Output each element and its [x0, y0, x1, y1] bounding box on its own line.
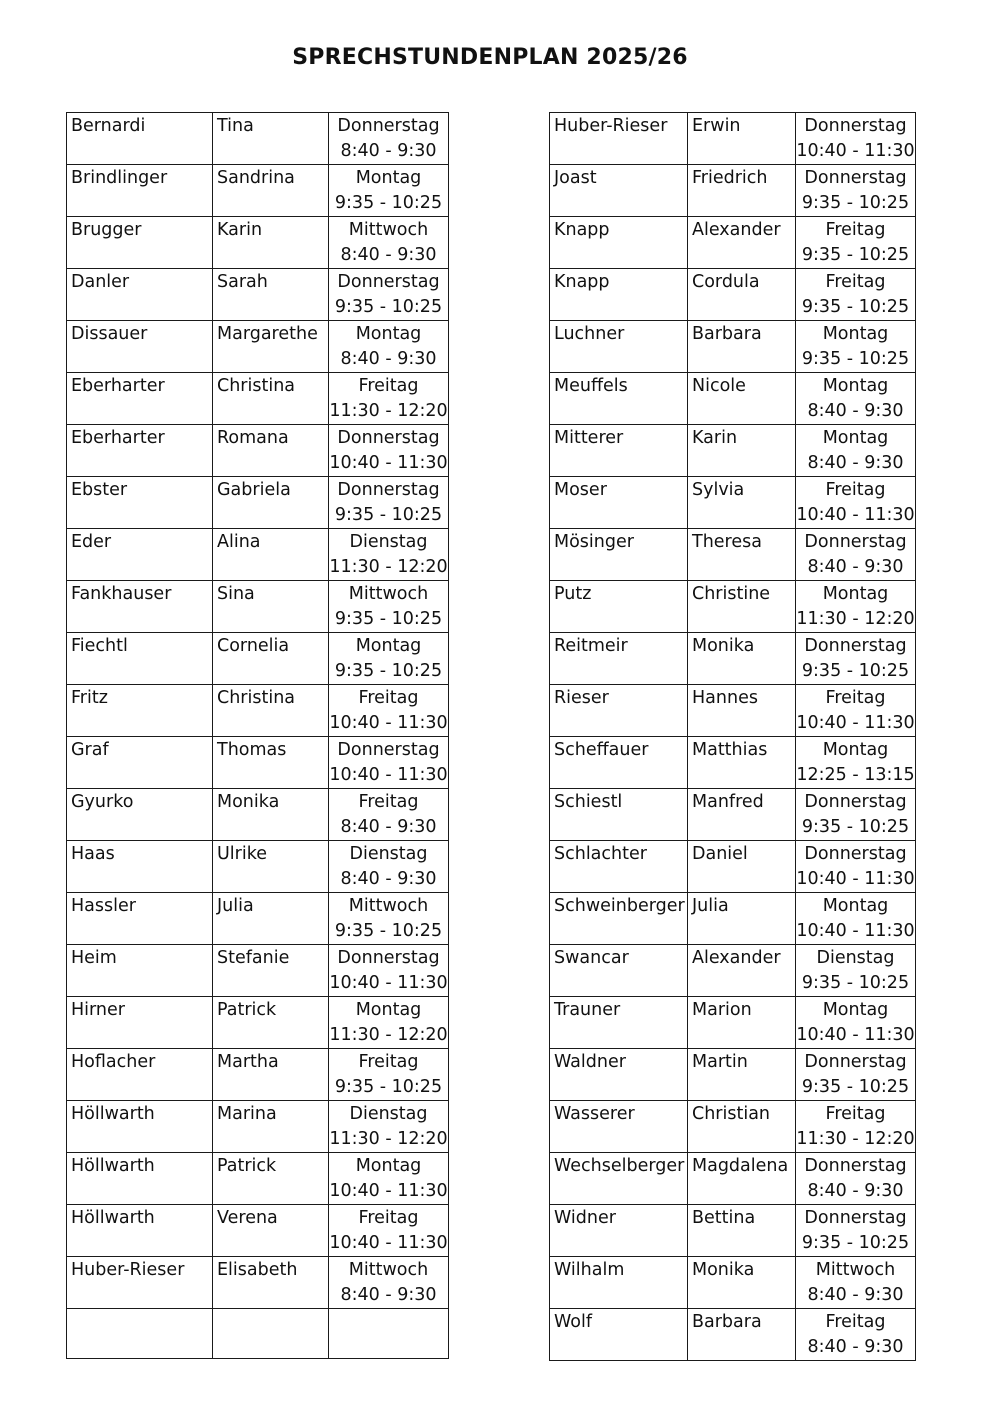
table-row [550, 1257, 916, 1309]
table-row [67, 945, 449, 997]
consultation-day: Freitag [358, 792, 419, 812]
consultation-slot [329, 269, 449, 321]
teacher-first-name: Verena [213, 1205, 329, 1257]
teacher-last-name: Hoflacher [67, 1049, 213, 1101]
consultation-day: Donnerstag [804, 116, 907, 136]
table-row [67, 1309, 449, 1359]
consultation-slot [329, 685, 449, 737]
consultation-slot [796, 529, 916, 581]
table-row [550, 165, 916, 217]
teacher-first-name: Elisabeth [213, 1257, 329, 1309]
teacher-last-name: Höllwarth [67, 1153, 213, 1205]
teacher-first-name: Thomas [213, 737, 329, 789]
consultation-day: Montag [822, 324, 889, 344]
consultation-time: 8:40 - 9:30 [807, 401, 904, 421]
teacher-last-name: Reitmeir [550, 633, 688, 685]
teacher-last-name: Höllwarth [67, 1205, 213, 1257]
consultation-time: 11:30 - 12:20 [329, 401, 448, 421]
table-row [550, 373, 916, 425]
consultation-day: Freitag [825, 688, 886, 708]
consultation-slot [329, 425, 449, 477]
consultation-day: Montag [355, 1156, 422, 1176]
table-row [67, 113, 449, 165]
consultation-time: 9:35 - 10:25 [334, 609, 443, 629]
consultation-slot [329, 217, 449, 269]
consultation-time: 10:40 - 11:30 [329, 973, 448, 993]
teacher-last-name: Mösinger [550, 529, 688, 581]
teacher-first-name: Barbara [688, 1309, 796, 1361]
consultation-time: 10:40 - 11:30 [796, 1025, 915, 1045]
consultation-slot [796, 893, 916, 945]
consultation-day: Montag [355, 1000, 422, 1020]
consultation-slot [796, 841, 916, 893]
table-row [67, 1101, 449, 1153]
teacher-first-name: Sarah [213, 269, 329, 321]
consultation-day: Donnerstag [804, 844, 907, 864]
consultation-time: 9:35 - 10:25 [801, 245, 910, 265]
consultation-slot [329, 633, 449, 685]
consultation-day: Donnerstag [337, 740, 440, 760]
teacher-last-name: Widner [550, 1205, 688, 1257]
consultation-day: Mittwoch [348, 584, 429, 604]
consultation-day: Dienstag [349, 844, 428, 864]
consultation-slot [796, 373, 916, 425]
teacher-last-name: Ebster [67, 477, 213, 529]
table-row [67, 1257, 449, 1309]
table-row [550, 529, 916, 581]
teacher-first-name: Monika [213, 789, 329, 841]
teacher-first-name: Patrick [213, 997, 329, 1049]
consultation-time: 10:40 - 11:30 [796, 141, 915, 161]
teacher-last-name: Wilhalm [550, 1257, 688, 1309]
consultation-day: Montag [355, 324, 422, 344]
consultation-day: Montag [822, 740, 889, 760]
consultation-time: 11:30 - 12:20 [796, 1129, 915, 1149]
teacher-first-name: Romana [213, 425, 329, 477]
consultation-time: 9:35 - 10:25 [801, 661, 910, 681]
consultation-time: 8:40 - 9:30 [340, 245, 437, 265]
teacher-first-name: Monika [688, 1257, 796, 1309]
consultation-day: Freitag [825, 1312, 886, 1332]
table-row [67, 1049, 449, 1101]
consultation-time: 8:40 - 9:30 [340, 1285, 437, 1305]
teacher-first-name: Alina [213, 529, 329, 581]
consultation-slot [796, 789, 916, 841]
table-row [550, 1205, 916, 1257]
consultation-slot [796, 581, 916, 633]
teacher-first-name: Alexander [688, 945, 796, 997]
schedule-table-left [66, 112, 449, 1359]
consultation-slot [796, 737, 916, 789]
consultation-time: 9:35 - 10:25 [801, 817, 910, 837]
consultation-slot [796, 477, 916, 529]
table-row [550, 425, 916, 477]
consultation-slot [796, 1153, 916, 1205]
consultation-time: 8:40 - 9:30 [807, 557, 904, 577]
teacher-last-name: Schiestl [550, 789, 688, 841]
consultation-time: 12:25 - 13:15 [796, 765, 915, 785]
table-row [67, 1205, 449, 1257]
consultation-slot [329, 113, 449, 165]
teacher-last-name [67, 1309, 213, 1359]
consultation-time: 9:35 - 10:25 [334, 661, 443, 681]
consultation-day: Montag [822, 896, 889, 916]
consultation-day: Freitag [358, 376, 419, 396]
consultation-day: Montag [822, 376, 889, 396]
teacher-first-name: Karin [688, 425, 796, 477]
page-title: SPRECHSTUNDENPLAN 2025/26 [292, 45, 688, 70]
teacher-first-name: Stefanie [213, 945, 329, 997]
consultation-time: 8:40 - 9:30 [807, 1181, 904, 1201]
consultation-time: 10:40 - 11:30 [329, 1181, 448, 1201]
consultation-time: 11:30 - 12:20 [329, 1025, 448, 1045]
consultation-time: 8:40 - 9:30 [340, 869, 437, 889]
teacher-last-name: Swancar [550, 945, 688, 997]
teacher-first-name: Karin [213, 217, 329, 269]
consultation-slot [329, 1101, 449, 1153]
teacher-last-name: Fiechtl [67, 633, 213, 685]
consultation-time: 10:40 - 11:30 [329, 1233, 448, 1253]
consultation-time: 10:40 - 11:30 [796, 505, 915, 525]
teacher-last-name: Wechselberger [550, 1153, 688, 1205]
consultation-day: Donnerstag [804, 168, 907, 188]
table-row [550, 1049, 916, 1101]
consultation-slot [329, 789, 449, 841]
teacher-last-name: Trauner [550, 997, 688, 1049]
teacher-first-name: Hannes [688, 685, 796, 737]
consultation-slot [796, 269, 916, 321]
teacher-last-name: Wolf [550, 1309, 688, 1361]
table-row [67, 737, 449, 789]
consultation-day: Donnerstag [804, 792, 907, 812]
table-row [67, 217, 449, 269]
consultation-slot [329, 321, 449, 373]
table-row [67, 789, 449, 841]
consultation-day: Donnerstag [337, 428, 440, 448]
teacher-first-name: Martha [213, 1049, 329, 1101]
consultation-day: Mittwoch [348, 220, 429, 240]
table-row [67, 997, 449, 1049]
consultation-slot [796, 1205, 916, 1257]
consultation-day: Freitag [825, 480, 886, 500]
consultation-time: 10:40 - 11:30 [796, 713, 915, 733]
table-row [550, 217, 916, 269]
consultation-day: Donnerstag [804, 1208, 907, 1228]
consultation-day: Mittwoch [815, 1260, 896, 1280]
teacher-first-name: Martin [688, 1049, 796, 1101]
consultation-slot [329, 893, 449, 945]
teacher-last-name: Brugger [67, 217, 213, 269]
teacher-last-name: Haas [67, 841, 213, 893]
table-row [550, 789, 916, 841]
teacher-first-name: Theresa [688, 529, 796, 581]
consultation-time: 8:40 - 9:30 [807, 453, 904, 473]
consultation-slot [329, 373, 449, 425]
consultation-time: 11:30 - 12:20 [329, 557, 448, 577]
consultation-day: Montag [355, 636, 422, 656]
table-row [550, 1101, 916, 1153]
teacher-last-name: Luchner [550, 321, 688, 373]
consultation-day: Montag [822, 584, 889, 604]
teacher-first-name: Patrick [213, 1153, 329, 1205]
consultation-day: Freitag [825, 220, 886, 240]
consultation-day: Dienstag [349, 532, 428, 552]
table-row [550, 737, 916, 789]
consultation-day: Dienstag [349, 1104, 428, 1124]
consultation-day: Donnerstag [804, 1156, 907, 1176]
consultation-time: 9:35 - 10:25 [801, 349, 910, 369]
consultation-day: Freitag [358, 1208, 419, 1228]
teacher-last-name: Knapp [550, 217, 688, 269]
teacher-first-name: Christian [688, 1101, 796, 1153]
teacher-first-name: Alexander [688, 217, 796, 269]
consultation-day: Montag [822, 428, 889, 448]
table-row [67, 529, 449, 581]
teacher-first-name: Monika [688, 633, 796, 685]
table-row [67, 685, 449, 737]
consultation-day: Freitag [825, 1104, 886, 1124]
teacher-first-name: Matthias [688, 737, 796, 789]
table-row [550, 581, 916, 633]
table-row [550, 633, 916, 685]
teacher-first-name: Sandrina [213, 165, 329, 217]
consultation-slot [329, 1309, 449, 1359]
teacher-first-name: Ulrike [213, 841, 329, 893]
consultation-slot [329, 945, 449, 997]
consultation-day: Mittwoch [348, 896, 429, 916]
teacher-first-name: Margarethe [213, 321, 329, 373]
table-row [67, 373, 449, 425]
table-row [550, 893, 916, 945]
teacher-last-name: Knapp [550, 269, 688, 321]
consultation-slot [796, 945, 916, 997]
consultation-time: 9:35 - 10:25 [801, 973, 910, 993]
teacher-first-name: Christina [213, 685, 329, 737]
teacher-first-name: Cordula [688, 269, 796, 321]
table-row [67, 165, 449, 217]
consultation-time: 11:30 - 12:20 [796, 609, 915, 629]
teacher-last-name: Putz [550, 581, 688, 633]
teacher-first-name: Magdalena [688, 1153, 796, 1205]
consultation-slot [329, 1257, 449, 1309]
consultation-slot [329, 581, 449, 633]
table-row [550, 321, 916, 373]
consultation-time: 11:30 - 12:20 [329, 1129, 448, 1149]
teacher-first-name: Christina [213, 373, 329, 425]
teacher-last-name: Meuffels [550, 373, 688, 425]
teacher-first-name: Nicole [688, 373, 796, 425]
consultation-slot [329, 1205, 449, 1257]
teacher-last-name: Hirner [67, 997, 213, 1049]
consultation-time: 8:40 - 9:30 [807, 1337, 904, 1357]
teacher-first-name: Bettina [688, 1205, 796, 1257]
consultation-time: 9:35 - 10:25 [801, 1233, 910, 1253]
consultation-slot [796, 1049, 916, 1101]
consultation-day: Donnerstag [804, 532, 907, 552]
consultation-time: 9:35 - 10:25 [334, 1077, 443, 1097]
teacher-last-name: Wasserer [550, 1101, 688, 1153]
teacher-last-name: Fankhauser [67, 581, 213, 633]
table-row [67, 1153, 449, 1205]
consultation-time: 8:40 - 9:30 [807, 1285, 904, 1305]
consultation-time: 9:35 - 10:25 [334, 921, 443, 941]
consultation-time: 9:35 - 10:25 [334, 505, 443, 525]
table-row [550, 1309, 916, 1361]
table-row [550, 1153, 916, 1205]
teacher-last-name: Bernardi [67, 113, 213, 165]
table-row [550, 841, 916, 893]
consultation-time: 9:35 - 10:25 [334, 193, 443, 213]
table-row [67, 841, 449, 893]
consultation-day: Mittwoch [348, 1260, 429, 1280]
teacher-first-name: Tina [213, 113, 329, 165]
consultation-day: Montag [355, 168, 422, 188]
teacher-first-name: Cornelia [213, 633, 329, 685]
consultation-slot [796, 217, 916, 269]
teacher-last-name: Rieser [550, 685, 688, 737]
teacher-first-name: Barbara [688, 321, 796, 373]
consultation-slot [329, 737, 449, 789]
consultation-slot [329, 997, 449, 1049]
consultation-time: 8:40 - 9:30 [340, 349, 437, 369]
consultation-slot [796, 685, 916, 737]
consultation-day: Donnerstag [804, 1052, 907, 1072]
table-row [550, 997, 916, 1049]
consultation-slot [329, 841, 449, 893]
consultation-slot [329, 1153, 449, 1205]
teacher-last-name: Gyurko [67, 789, 213, 841]
teacher-first-name: Julia [213, 893, 329, 945]
consultation-time: 9:35 - 10:25 [801, 297, 910, 317]
teacher-last-name: Huber-Rieser [550, 113, 688, 165]
teacher-first-name: Erwin [688, 113, 796, 165]
table-row [67, 477, 449, 529]
consultation-day: Freitag [358, 1052, 419, 1072]
teacher-last-name: Moser [550, 477, 688, 529]
teacher-last-name: Schlachter [550, 841, 688, 893]
consultation-slot [796, 997, 916, 1049]
teacher-first-name: Sina [213, 581, 329, 633]
teacher-last-name: Eberharter [67, 425, 213, 477]
table-row [550, 945, 916, 997]
consultation-time: 8:40 - 9:30 [340, 817, 437, 837]
consultation-time: 10:40 - 11:30 [796, 869, 915, 889]
consultation-slot [796, 1309, 916, 1361]
schedule-table-right [549, 112, 916, 1361]
consultation-slot [796, 1101, 916, 1153]
consultation-day: Freitag [358, 688, 419, 708]
table-row [67, 425, 449, 477]
teacher-first-name: Sylvia [688, 477, 796, 529]
table-row [67, 633, 449, 685]
teacher-last-name: Danler [67, 269, 213, 321]
consultation-time: 10:40 - 11:30 [796, 921, 915, 941]
table-row [67, 581, 449, 633]
table-row [550, 269, 916, 321]
consultation-time: 10:40 - 11:30 [329, 453, 448, 473]
table-row [550, 477, 916, 529]
consultation-day: Donnerstag [804, 636, 907, 656]
teacher-last-name: Scheffauer [550, 737, 688, 789]
consultation-day: Donnerstag [337, 116, 440, 136]
teacher-last-name: Mitterer [550, 425, 688, 477]
consultation-slot [796, 425, 916, 477]
consultation-day: Dienstag [816, 948, 895, 968]
teacher-first-name: Gabriela [213, 477, 329, 529]
teacher-last-name: Hassler [67, 893, 213, 945]
consultation-slot [796, 1257, 916, 1309]
teacher-first-name [213, 1309, 329, 1359]
teacher-first-name: Friedrich [688, 165, 796, 217]
consultation-time: 10:40 - 11:30 [329, 713, 448, 733]
consultation-day: Montag [822, 1000, 889, 1020]
consultation-slot [329, 529, 449, 581]
teacher-first-name: Marion [688, 997, 796, 1049]
teacher-last-name: Fritz [67, 685, 213, 737]
consultation-slot [796, 633, 916, 685]
consultation-time: 10:40 - 11:30 [329, 765, 448, 785]
teacher-last-name: Eberharter [67, 373, 213, 425]
teacher-last-name: Eder [67, 529, 213, 581]
consultation-day: Donnerstag [337, 948, 440, 968]
teacher-first-name: Julia [688, 893, 796, 945]
teacher-last-name: Dissauer [67, 321, 213, 373]
table-row [67, 893, 449, 945]
teacher-last-name: Joast [550, 165, 688, 217]
consultation-slot [796, 113, 916, 165]
teacher-first-name: Christine [688, 581, 796, 633]
teacher-last-name: Graf [67, 737, 213, 789]
consultation-time: 9:35 - 10:25 [334, 297, 443, 317]
consultation-time: 9:35 - 10:25 [801, 193, 910, 213]
table-row [550, 685, 916, 737]
consultation-slot [329, 477, 449, 529]
teacher-last-name: Brindlinger [67, 165, 213, 217]
consultation-day: Freitag [825, 272, 886, 292]
table-row [67, 321, 449, 373]
consultation-day: Donnerstag [337, 480, 440, 500]
table-row [550, 113, 916, 165]
teacher-first-name: Manfred [688, 789, 796, 841]
consultation-time: 9:35 - 10:25 [801, 1077, 910, 1097]
teacher-first-name: Daniel [688, 841, 796, 893]
teacher-last-name: Huber-Rieser [67, 1257, 213, 1309]
teacher-first-name: Marina [213, 1101, 329, 1153]
consultation-day: Donnerstag [337, 272, 440, 292]
teacher-last-name: Waldner [550, 1049, 688, 1101]
teacher-last-name: Schweinberger [550, 893, 688, 945]
table-row [67, 269, 449, 321]
teacher-last-name: Höllwarth [67, 1101, 213, 1153]
consultation-slot [796, 165, 916, 217]
consultation-slot [329, 1049, 449, 1101]
teacher-last-name: Heim [67, 945, 213, 997]
consultation-slot [329, 165, 449, 217]
consultation-time: 8:40 - 9:30 [340, 141, 437, 161]
consultation-slot [796, 321, 916, 373]
